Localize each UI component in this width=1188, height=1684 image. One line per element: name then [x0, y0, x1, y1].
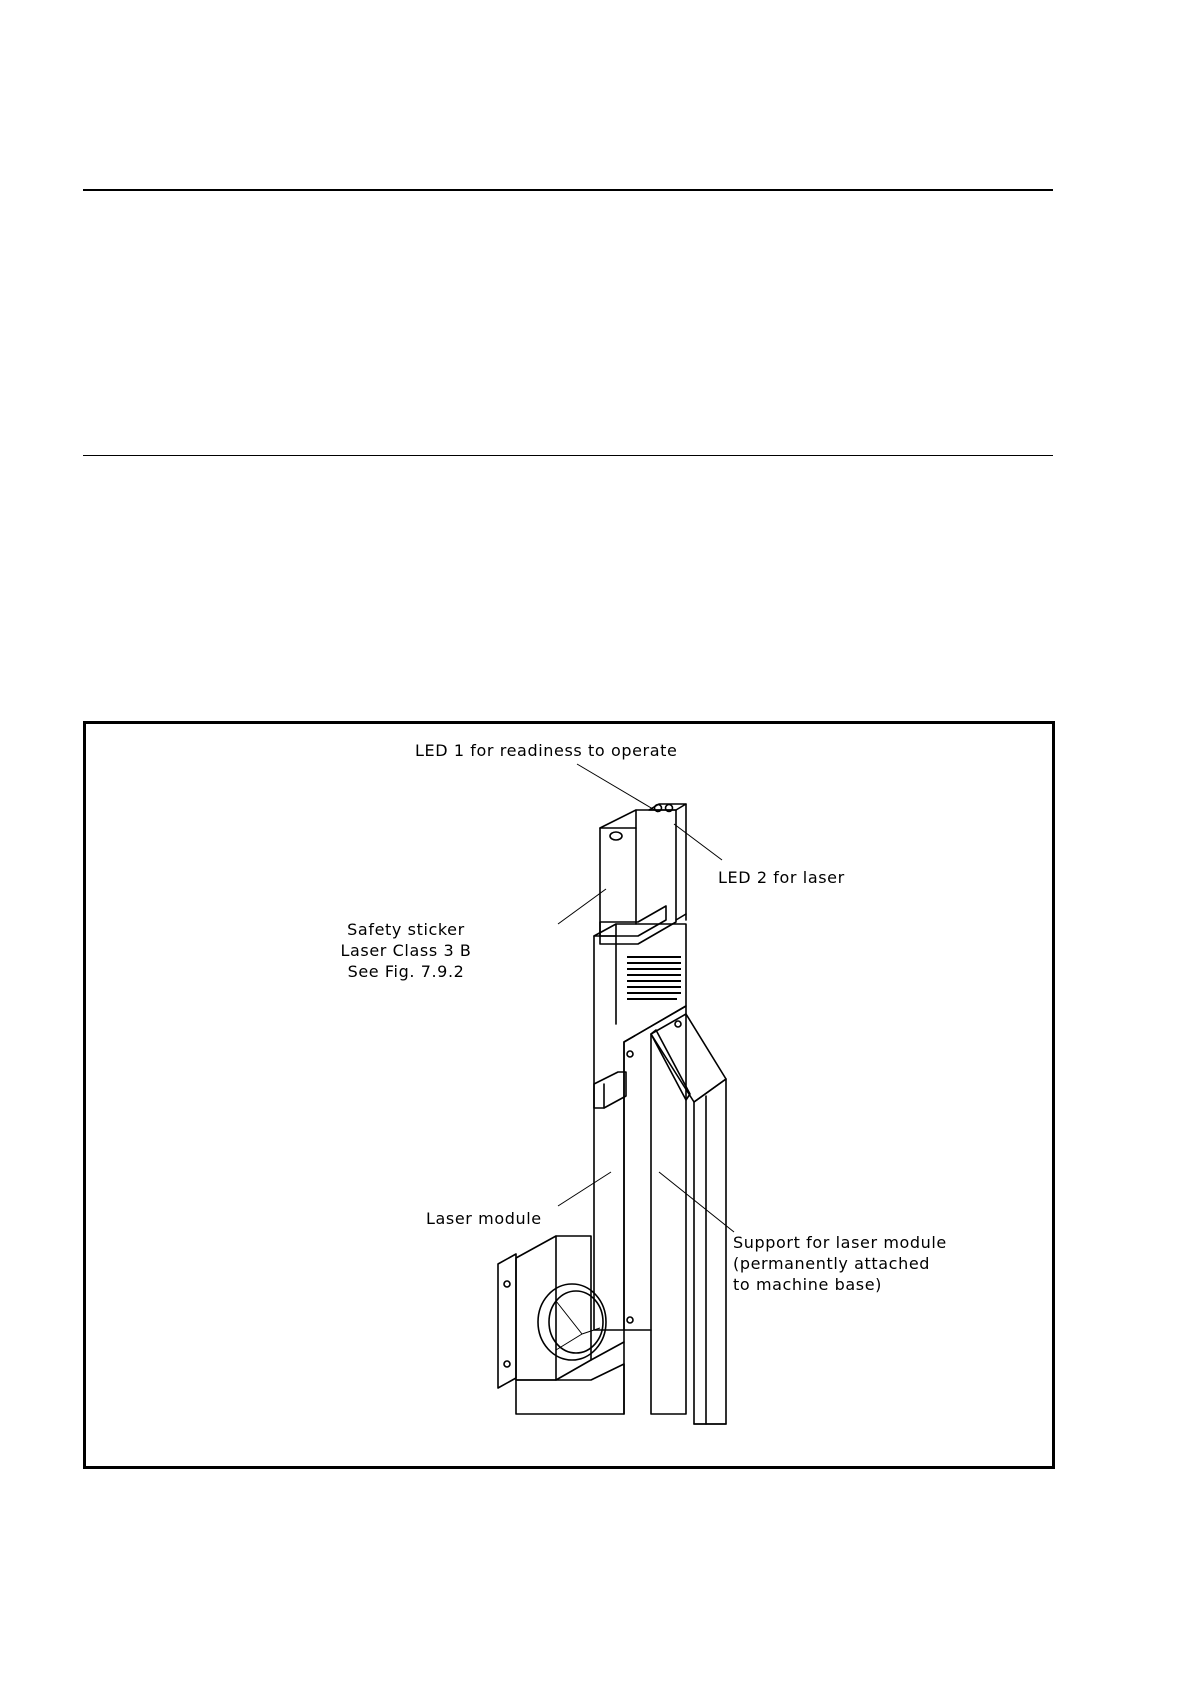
bottom-rule [83, 455, 1053, 456]
label-led2: LED 2 for laser [718, 868, 845, 887]
label-support-3: to machine base) [733, 1275, 882, 1294]
laser-module-drawing [86, 724, 1052, 1466]
label-support-1: Support for laser module [733, 1233, 947, 1252]
label-laser-module: Laser module [426, 1209, 542, 1228]
label-sticker-1: Safety sticker [347, 920, 465, 939]
label-led1: LED 1 for readiness to operate [415, 741, 678, 760]
label-support-2: (permanently attached [733, 1254, 931, 1273]
top-rule [83, 189, 1053, 191]
figure-frame [83, 721, 1055, 1469]
assembly-drawing [498, 804, 726, 1424]
vent-grid [627, 956, 681, 1000]
label-sticker-2: Laser Class 3 B [340, 941, 472, 960]
label-sticker-3: See Fig. 7.9.2 [347, 962, 465, 981]
